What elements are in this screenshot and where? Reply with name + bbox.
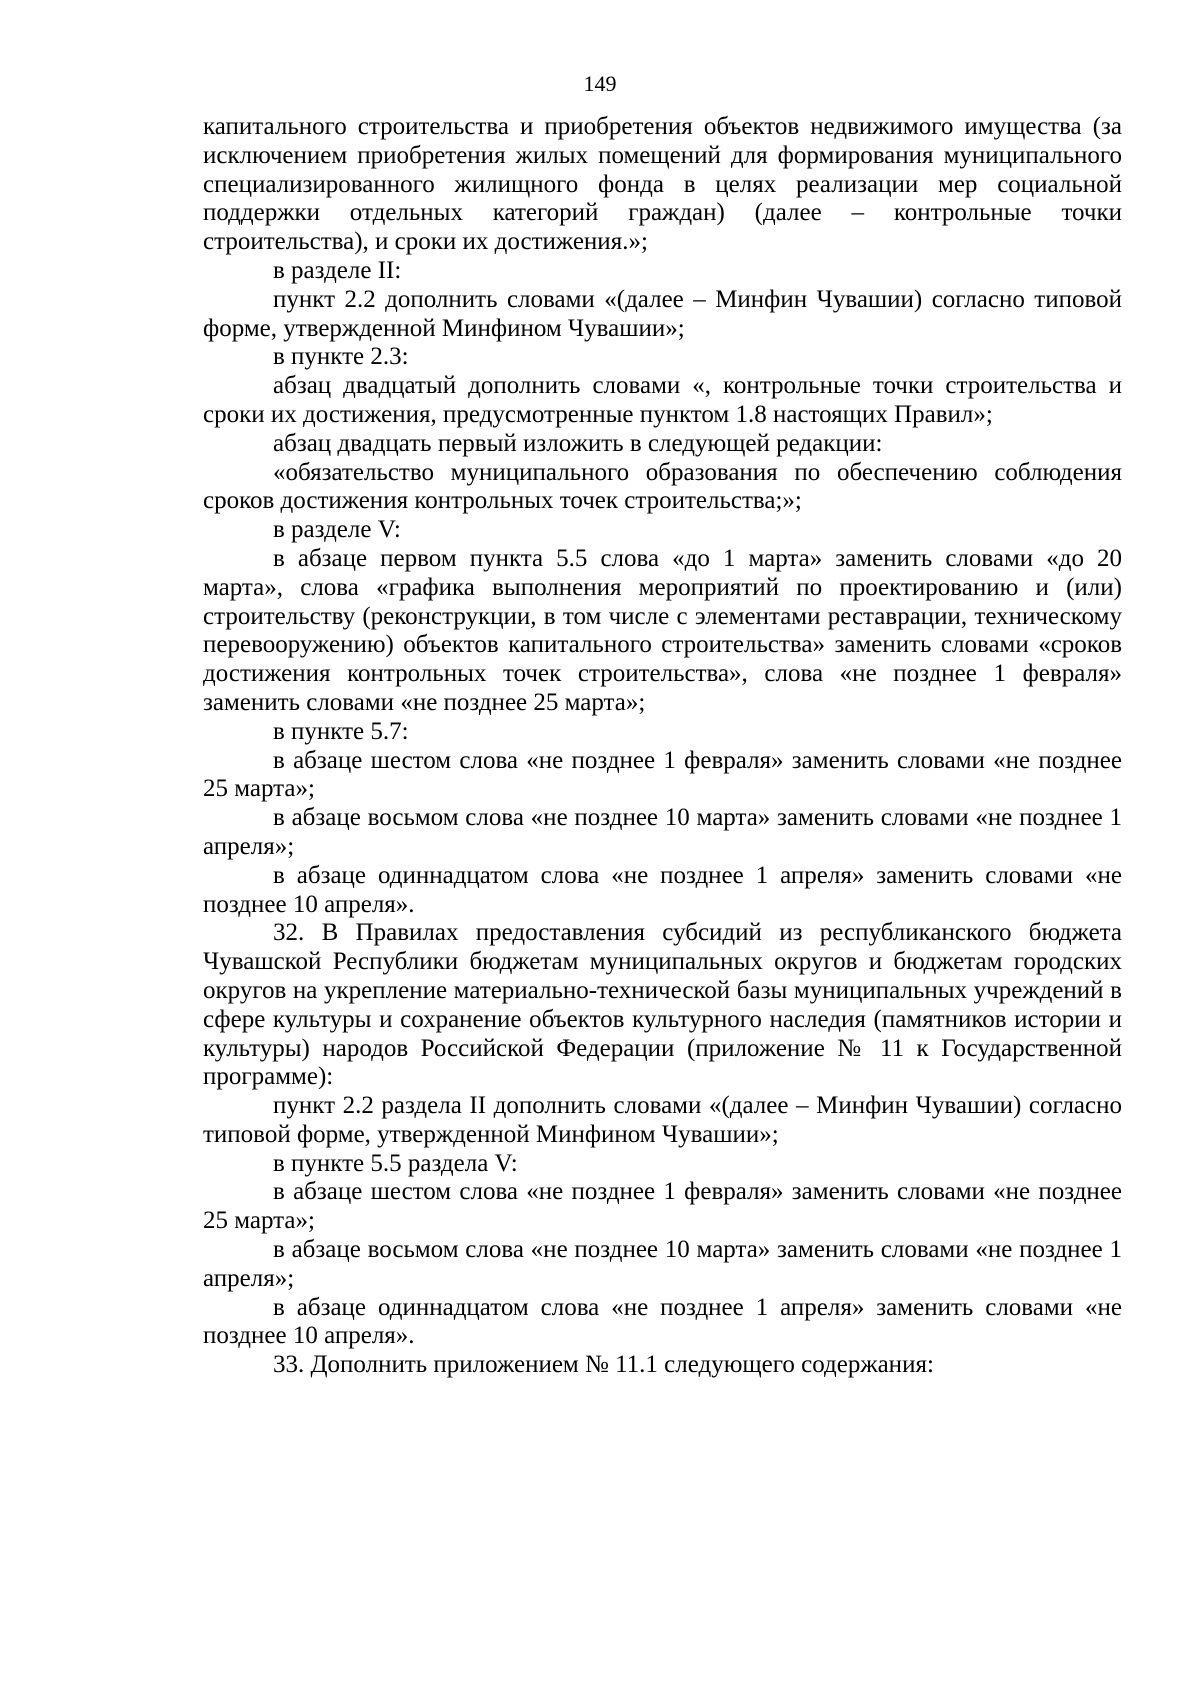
paragraph: пункт 2.2 дополнить словами «(далее – Минфин Чувашии) согласно типовой форме, утвержденной Минфином Чувашии»; xyxy=(203,285,1122,342)
page-number: 149 xyxy=(583,71,617,96)
paragraph: в пункте 5.5 раздела V: xyxy=(273,1149,518,1177)
paragraph: в абзаце одиннадцатом слова «не позднее 1 апреля» заменить словами «не позднее 10 апреля». xyxy=(203,861,1122,918)
document-body xyxy=(203,113,1122,1380)
paragraph: пункт 2.2 раздела II дополнить словами «(далее – Минфин Чувашии) согласно типовой форме, утвержденной Минфином Чувашии»; xyxy=(203,1092,1122,1148)
paragraph: в пункте 5.7: xyxy=(273,717,409,745)
paragraph: в абзаце шестом слова «не позднее 1 февраля» заменить словами «не позднее 25 марта»; xyxy=(203,746,1122,803)
paragraph: в разделе II: xyxy=(273,256,402,284)
paragraph: в абзаце шестом слова «не позднее 1 февраля» заменить словами «не позднее 25 марта»; xyxy=(203,1178,1122,1235)
paragraph: абзац двадцатый дополнить словами «, контрольные точки строительства и сроки их достижения, предусмотренные пунктом 1.8 настоящих Правил»; xyxy=(203,372,1122,428)
paragraph: абзац двадцать первый изложить в следующей редакции: xyxy=(273,429,883,457)
paragraph: в пункте 2.3: xyxy=(273,343,409,371)
paragraph: «обязательство муниципального образования по обеспечению соблюдения сроков достижения контрольных точек строительства;»; xyxy=(203,458,1122,515)
paragraph: 33. Дополнить приложением № 11.1 следующего содержания: xyxy=(273,1351,934,1379)
paragraph: в абзаце восьмом слова «не позднее 10 марта» заменить словами «не позднее 1 апреля»; xyxy=(203,804,1122,860)
paragraph: капитального строительства и приобретения объектов недвижимого имущества (за исключением приобретения жилых помещений для формирования муниципального специализированного жилищного фонда в целях реализации мер социальной поддержки отдельных категорий граждан) (далее – контрольные точки строительства), и сроки их достижения.»; xyxy=(203,113,1122,256)
paragraph: в абзаце первом пункта 5.5 слова «до 1 марта» заменить словами «до 20 марта», слова «графика выполнения мероприятий по проектированию и (или) строительству (реконструкции, в том числе с элементами реставрации, техническому перевооружению) объектов капитального строительства» заменить словами «сроков достижения контрольных точек строительства», слова «не позднее 1 февраля» заменить словами «не позднее 25 марта»; xyxy=(203,544,1122,716)
paragraph: в разделе V: xyxy=(273,516,401,544)
paragraph: в абзаце восьмом слова «не позднее 10 марта» заменить словами «не позднее 1 апреля»; xyxy=(203,1236,1122,1292)
paragraph: 32. В Правилах предоставления субсидий из республиканского бюджета Чувашской Республики бюджетам муниципальных округов и бюджетам городских округов на укрепление материально-технической базы муниципальных учреждений в сфере культуры и сохранение объектов культурного наследия (памятников истории и культуры) народов Российской Федерации (приложение № 11 к Государственной программе): xyxy=(203,919,1122,1091)
paragraph: в абзаце одиннадцатом слова «не позднее 1 апреля» заменить словами «не позднее 10 апреля». xyxy=(203,1293,1122,1350)
